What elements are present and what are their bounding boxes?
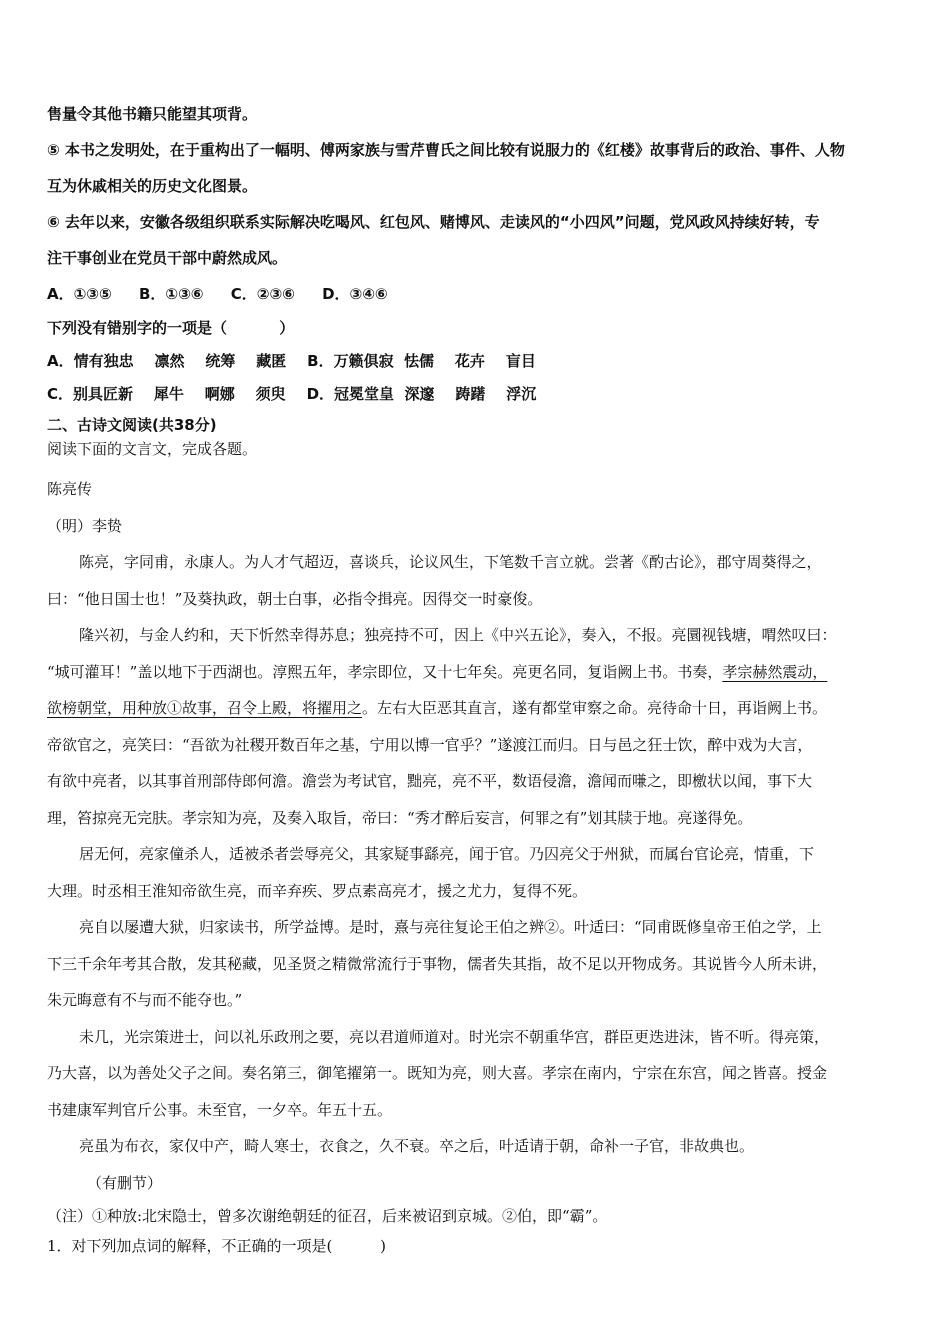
passage-line: 帝欲官之，亮笑曰：“吾欲为社稷开数百年之基，宁用以博一官乎？”遂渡江而归。日与邑之狂士饮，醉中戏为大言， — [47, 735, 813, 754]
option-d: D．③④⑥ — [322, 285, 388, 303]
option-b: B．①③⑥ — [138, 285, 204, 303]
item-6-line: 注干事创业在党员干部中蔚然成风。 — [47, 249, 288, 267]
previous-question-tail — [47, 96, 917, 312]
passage-line: 朱元晦意有不与而不能夺也。” — [47, 991, 243, 1009]
document-page — [47, 96, 917, 1261]
passage-line — [47, 690, 917, 727]
passage-title: 陈亮传 — [47, 480, 93, 498]
passage-line: 下三千余年考其合散，发其秘藏，见圣贤之精微常流行于事物，儒者失其指，故不足以开物成务。其说皆今人所未讲， — [47, 954, 828, 973]
options-line: A．情有独忠 凛然 统筹 藏匿 B．万籁俱寂 怯儒 花卉 盲目 — [47, 352, 536, 370]
answer-options — [47, 276, 917, 312]
item-5-line: ⑤ 本书之发明处，在于重构出了一幅明、傅两家族与雪芹曹氏之间比较有说服力的《红楼》故事背后的政治、事件、人物 — [47, 141, 845, 159]
typo-question — [47, 312, 917, 411]
footnote: （注）①种放:北宋隐士，曾多次谢绝朝廷的征召，后来被诏到京城。②伯，即“霸”。 — [47, 1207, 608, 1225]
passage-line: 亮自以屡遭大狱，归家读书，所学益博。是时，熹与亮往复论王伯之辨②。叶适曰：“同甫既修皇帝王伯之学，上 — [79, 918, 822, 936]
passage-line: 书建康军判官斤公事。未至官，一夕卒。年五十五。 — [47, 1100, 393, 1119]
text-line: 售量令其他书籍只能望其项背。 — [47, 105, 258, 123]
passage-line: 亮虽为布衣，家仅中产，畸人寒士，衣食之，久不衰。卒之后，叶适请于朝，命补一子官，非故典也。 — [79, 1137, 755, 1155]
passage-line: 有欲中亮者，以其事首刑部侍郎何澹。澹尝为考试官，黜亮，亮不平，数语侵澹，澹闻而嗛之，即檄状以闻，事下大 — [47, 772, 813, 790]
section-title: 二、古诗文阅读(共38分) — [47, 416, 217, 434]
passage-line: 未几，光宗策进士，问以礼乐政刑之要，亮以君道师道对。时光宗不朝重华宫，群臣更迭进沫，皆不听。得亮策， — [79, 1027, 830, 1046]
underlined-sentence: 孝宗赫然震动， — [722, 662, 828, 681]
item-6-line: ⑥ 去年以来，安徽各级组织联系实际解决吃喝风、红包风、赌博风、走读风的“小四风”问题，党风政风持续好转，专 — [47, 213, 820, 231]
section-heading — [47, 413, 917, 461]
passage-line: 大理。时丞相王淮知帝欲生亮，而辛弃疾、罗点素高亮才，援之尤力，复得不死。 — [47, 881, 588, 900]
passage-line: 居无何，亮家僮杀人，适被杀者尝辱亮父，其家疑事繇亮，闻于官。乃囚亮父于州狱，而属台官论亮，情重，下 — [79, 845, 815, 863]
passage-line: 陈亮，字同甫，永康人。为人才气超迈，喜谈兵，论议风生，下笔数千言立就。尝著《酌古论》，郡守周葵得之， — [79, 553, 822, 571]
option-a: A．①③⑤ — [47, 285, 112, 303]
question-1-stem: 1．对下列加点词的解释，不正确的一项是( ) — [47, 1237, 386, 1255]
underlined-sentence: 欲榜朝堂，用种放①故事，召令上殿，将擢用之 — [47, 699, 363, 717]
plain-text: “城可灌耳！”盖以地下于西湖也。淳熙五年，孝宗即位，又十七年矣。亮更名同，复诣阙上书。书奏， — [47, 662, 723, 681]
item-5-line: 互为休戚相关的历史文化图景。 — [47, 177, 258, 195]
passage-line — [47, 654, 917, 691]
passage — [47, 471, 917, 1201]
section-instruction: 阅读下面的文言文，完成各题。 — [47, 440, 258, 458]
passage-line: 理，笞掠亮无完肤。孝宗知为亮，及奏入取旨，帝曰：“秀才醉后妄言，何罪之有”划其牍于地。亮遂得免。 — [47, 808, 753, 827]
option-c: C．②③⑥ — [230, 285, 295, 303]
question-stem: 下列没有错别字的一项是（ ） — [47, 319, 295, 337]
abridged-note: （有删节） — [87, 1173, 163, 1192]
passage-author: （明）李贽 — [47, 516, 123, 535]
passage-line: 乃大喜，以为善处父子之间。奏名第三，御笔擢第一。既知为亮，则大喜。孝宗在南内，宁宗在东宫，闻之皆喜。授金 — [47, 1064, 828, 1082]
options-line: C．别具匠新 犀牛 啊娜 须臾 D．冠冕堂皇 深邃 踌躇 浮沉 — [47, 385, 537, 403]
passage-line: 隆兴初，与金人约和，天下忻然幸得苏息；独亮持不可，因上《中兴五论》，奏入，不报。亮圜视钱塘，喟然叹曰： — [79, 626, 837, 644]
passage-line: 曰：“他日国士也！”及葵执政，朝士白事，必指令揖亮。因得交一时豪俊。 — [47, 589, 543, 608]
plain-text: 。左右大臣恶其直言，遂有都堂审察之命。亮待命十日，再诣阙上书。 — [362, 699, 828, 717]
